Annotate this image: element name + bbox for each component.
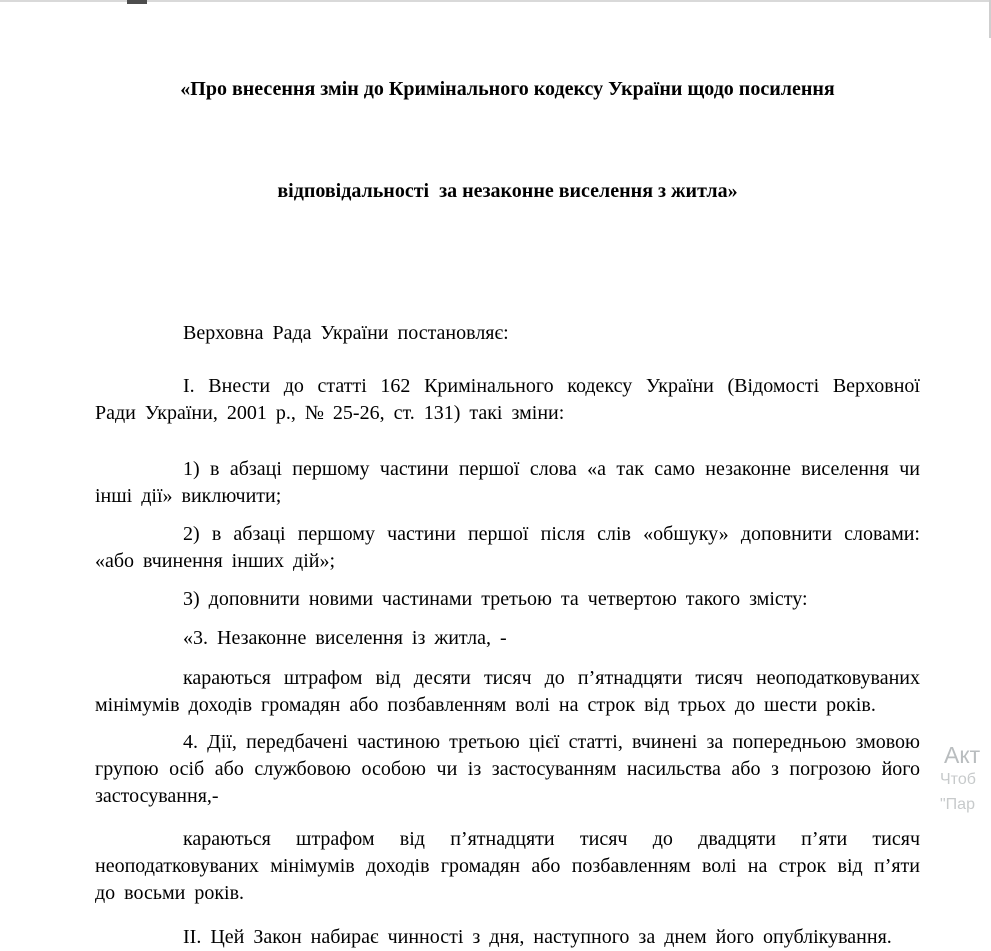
paragraph-part-3: «3. Незаконне виселення із житла, -: [183, 627, 507, 649]
paragraph-section-1: І. Внести до статті 162 Кримінального кодексу України (Відомості Верховної Ради України, 2001 р., № 25-26, ст. 131) такі зміни:: [95, 375, 920, 424]
paragraph-section-2: ІІ. Цей Закон набирає чинності з дня, наступного за днем його опублікування.: [183, 926, 892, 948]
top-border-line: [0, 0, 991, 2]
paragraph-sanction-4: караються штрафом від п’ятнадцяти тисяч до двадцяти п’яти тисяч неоподатковуваних мінімумів доходів громадян або позбавленням волі на строк від п’яти до восьми років.: [95, 828, 920, 904]
law-title-line-1: «Про внесення змін до Кримінального кодексу України щодо посилення: [180, 78, 835, 100]
paragraph-item-2: 2) в абзаці першому частини першої після слів «обшуку» доповнити словами: «або вчинення інших дій»;: [95, 523, 920, 572]
paragraph-sanction-3: караються штрафом від десяти тисяч до п’ятнадцяти тисяч неоподатковуваних мінімумів доходів громадян або позбавленням волі на строк від трьох до шести років.: [95, 667, 920, 716]
law-title-line-2: відповідальності за незаконне виселення з житла»: [277, 180, 738, 202]
paragraph-preamble: Верховна Рада України постановляє:: [183, 322, 509, 344]
paragraph-item-1: 1) в абзаці першому частини першої слова «а так само незаконне виселення чи інші дії» виключити;: [95, 458, 920, 507]
overlay-text-line-2: Чтоб: [940, 771, 976, 788]
overlay-text-line-1: Акт: [944, 742, 981, 768]
law-document: [95, 4, 920, 951]
paragraph-item-3: 3) доповнити новими частинами третьою та четвертою такого змісту:: [183, 588, 808, 610]
paragraph-part-4: 4. Дії, передбачені частиною третьою цієї статті, вчинені за попередньою змовою групою осіб або службовою особою чи із застосуванням насильства або з погрозою його застосування,-: [95, 731, 920, 807]
overlay-text-line-3: "Пар: [940, 796, 975, 813]
law-title: [95, 4, 920, 276]
